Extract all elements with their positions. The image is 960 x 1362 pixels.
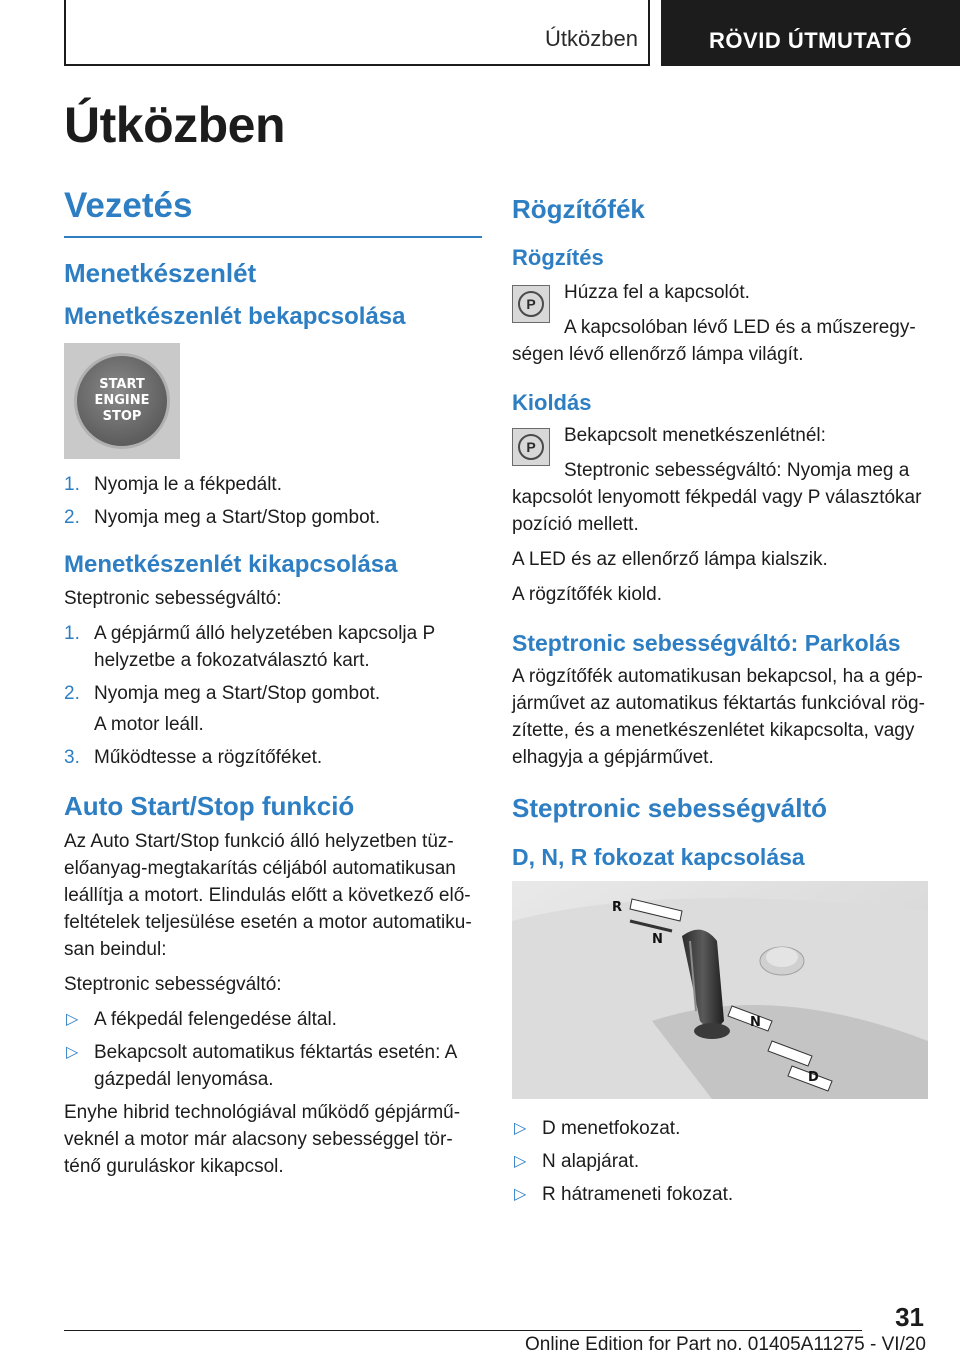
header-frame [64, 0, 650, 66]
heading-steptronic: Steptronic sebességváltó [512, 793, 827, 823]
header-chapter: RÖVID ÚTMUTATÓ [661, 0, 960, 66]
left-column [64, 186, 482, 1188]
triangle-bullet-icon: ▷ [66, 1011, 79, 1028]
ready-on-steps [64, 471, 482, 531]
step-number: 2. [64, 507, 80, 528]
triangle-bullet-icon: ▷ [514, 1153, 527, 1170]
step-text: Működtesse a rögzítőféket. [94, 747, 323, 768]
heading-ready-on: Menetkészenlét bekapcsolása [64, 303, 406, 330]
stop-label: STOP [102, 409, 142, 424]
step-number: 3. [64, 747, 80, 768]
set-brake-text-1: Húzza fel a kapcsolót. [564, 282, 750, 303]
step-number: 1. [64, 623, 80, 644]
footer-edition: Online Edition for Part no. 01405A11275 - VI/20 [524, 1334, 926, 1355]
p-circle: P [518, 434, 544, 460]
ready-off-steps [64, 620, 482, 771]
step-number: 1. [64, 474, 80, 495]
list-item [512, 1181, 932, 1208]
item-text: R hátrameneti fokozat. [542, 1184, 734, 1205]
heading-release-brake: Kioldás [512, 390, 592, 415]
step-result: A motor leáll. [94, 714, 204, 735]
gear-label-n-lower: N [750, 1015, 761, 1030]
auto-paragraph-2: Enyhe hibrid technológiával működő gépjárműveknél a motor már alacsony sebességgel történő guruláskor kikapcsol. [64, 1102, 461, 1177]
footer-divider [64, 1330, 862, 1331]
step-text: A gépjármű álló helyzetében kapcsolja P helyzetbe a fokozatválasztó kart. [94, 623, 435, 671]
auto-conditions [64, 1006, 482, 1093]
auto-intro: Steptronic sebességváltó: [64, 974, 282, 995]
item-text: D menetfokozat. [542, 1118, 681, 1139]
page-header [0, 0, 960, 66]
set-brake-block [512, 279, 932, 312]
triangle-bullet-icon: ▷ [66, 1044, 79, 1061]
list-item [64, 504, 482, 531]
set-brake-text-2: A kapcsolóban lévő LED és a műszeregységen lévő ellenőrző lámpa világít. [512, 317, 916, 365]
release-text-4: A rögzítőfék kiold. [512, 584, 662, 605]
list-item [512, 1148, 932, 1175]
step-text: Nyomja meg a Start/Stop gombot. [94, 507, 381, 528]
triangle-bullet-icon: ▷ [514, 1186, 527, 1203]
heading-ready-state: Menetkészenlét [64, 258, 257, 288]
gear-items [512, 1115, 932, 1208]
release-text-2: Steptronic sebességváltó: Nyomja meg a kapcsolót lenyomott fékpedál vagy P választókar pozíció mellett. [512, 460, 922, 535]
release-text-3: A LED és az ellenőrző lámpa kialszik. [512, 549, 828, 570]
triangle-bullet-icon: ▷ [514, 1120, 527, 1137]
item-text: Bekapcsolt automatikus féktartás esetén: A gázpedál lenyomása. [94, 1042, 457, 1090]
gear-label-d: D [808, 1070, 819, 1085]
item-text: N alapjárat. [542, 1151, 640, 1172]
list-item [64, 1006, 482, 1033]
parking-paragraph: A rögzítőfék automatikusan bekapcsol, ha a gépjárművet az automatikus féktartás funkcióval rögzítette, és a menetkészenlétet kikapcsolta, vagy elhagyja a gépjárművet. [512, 666, 925, 768]
step-text: Nyomja meg a Start/Stop gombot. [94, 683, 381, 704]
start-label: START [99, 377, 145, 392]
list-item [64, 744, 482, 771]
right-column [512, 186, 932, 1214]
heading-steptronic-parking: Steptronic sebességváltó: Parkolás [512, 630, 901, 656]
gear-label-n: N [652, 932, 663, 947]
list-item [64, 680, 482, 738]
item-text: A fékpedál felengedése által. [94, 1009, 337, 1030]
p-circle: P [518, 291, 544, 317]
start-stop-button-image [64, 343, 180, 459]
gear-selector-image [512, 881, 928, 1099]
heading-ready-off: Menetkészenlét kikapcsolása [64, 551, 398, 578]
parking-brake-icon [512, 285, 550, 323]
step-text: Nyomja le a fékpedált. [94, 474, 282, 495]
list-item [64, 1039, 482, 1093]
parking-brake-icon [512, 428, 550, 466]
off-intro: Steptronic sebességváltó: [64, 588, 282, 609]
engine-label: ENGINE [94, 393, 150, 408]
release-brake-block [512, 422, 932, 455]
header-section: Útközben [545, 26, 638, 51]
list-item [64, 471, 482, 498]
start-stop-button-face [74, 353, 170, 449]
release-text-1: Bekapcsolt menetkészenlétnél: [564, 425, 826, 446]
heading-parking-brake: Rögzítőfék [512, 194, 645, 224]
heading-auto-start-stop: Auto Start/Stop funkció [64, 791, 355, 821]
step-number: 2. [64, 683, 80, 704]
page-title: Útközben [64, 97, 285, 153]
list-item [64, 620, 482, 674]
heading-gear-shift: D, N, R fokozat kapcsolása [512, 844, 805, 870]
heading-set-brake: Rögzítés [512, 245, 604, 270]
list-item [512, 1115, 932, 1142]
auto-paragraph-1: Az Auto Start/Stop funkció álló helyzetben tüzelőanyag-megtakarítás céljából automatikusan leállítja a motort. Elindulás előtt a következő előfeltételek teljesülése esetén a motor automatikusan beindul: [64, 831, 472, 960]
page-number: 31 [895, 1302, 924, 1332]
gear-label-r: R [612, 900, 623, 915]
section-heading-driving: Vezetés [64, 186, 482, 238]
